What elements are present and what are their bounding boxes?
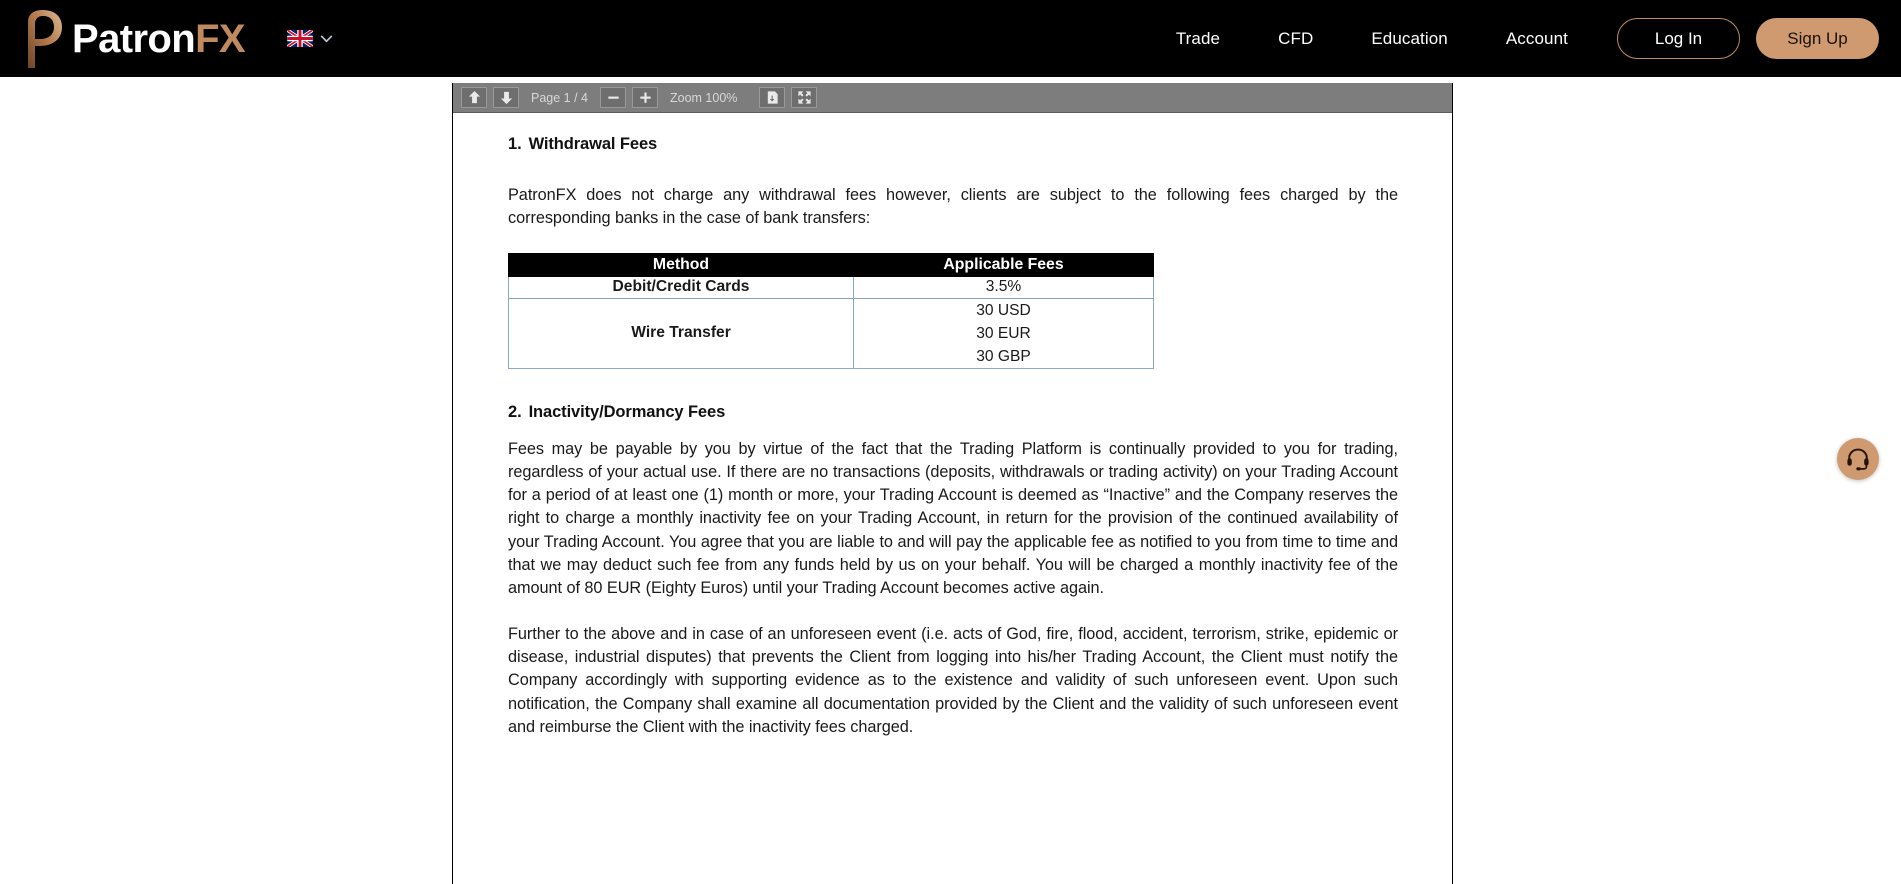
patronfx-p-logo-icon	[18, 8, 64, 70]
page-indicator: Page 1 / 4	[531, 90, 588, 105]
fullscreen-button[interactable]	[791, 87, 817, 108]
fee-line-gbp: 30 GBP	[976, 347, 1031, 365]
minus-icon	[606, 90, 621, 105]
column-header-method: Method	[509, 253, 854, 276]
zoom-out-button[interactable]	[600, 87, 626, 108]
cell-fee-cards: 3.5%	[854, 276, 1154, 298]
fullscreen-icon	[797, 90, 812, 105]
zoom-in-button[interactable]	[632, 87, 658, 108]
plus-icon	[638, 90, 653, 105]
download-button[interactable]	[759, 87, 785, 108]
main-navigation	[1147, 29, 1597, 49]
support-chat-button[interactable]	[1837, 438, 1879, 480]
prev-page-button[interactable]	[461, 87, 487, 108]
nav-item-cfd[interactable]: CFD	[1278, 28, 1314, 48]
logo-text-primary: Patron	[72, 16, 196, 61]
brand-logo[interactable]	[18, 0, 245, 77]
chevron-down-icon	[320, 35, 333, 43]
pdf-viewer	[452, 83, 1453, 884]
section-1-intro-paragraph: PatronFX does not charge any withdrawal fees however, clients are subject to the following fees charged by the corresponding banks in the case of bank transfers:	[508, 186, 1398, 228]
fee-line-usd: 30 USD	[976, 301, 1031, 319]
signup-button[interactable]: Sign Up	[1756, 18, 1879, 59]
pdf-page-content	[453, 113, 1452, 883]
spacer	[508, 422, 1398, 438]
table-header-row	[509, 253, 1154, 276]
spacer	[508, 601, 1398, 623]
section-1-number: 1.	[508, 135, 522, 153]
spacer	[508, 369, 1398, 403]
column-header-fees: Applicable Fees	[854, 253, 1154, 276]
spacer	[508, 154, 1398, 184]
table-row	[509, 276, 1154, 298]
download-icon	[765, 90, 780, 105]
nav-item-trade[interactable]: Trade	[1175, 28, 1221, 48]
logo-wordmark	[72, 16, 246, 61]
spacer	[508, 231, 1398, 253]
section-2-title: Inactivity/Dormancy Fees	[528, 402, 726, 421]
table-row	[509, 298, 1154, 368]
headset-icon	[1845, 446, 1871, 472]
withdrawal-fees-table	[508, 253, 1154, 369]
nav-item-education[interactable]: Education	[1371, 28, 1448, 48]
section-1-heading	[508, 135, 1398, 154]
section-2-paragraph-2: Further to the above and in case of an unforeseen event (i.e. acts of God, fire, flood, accident, terrorism, strike, epidemic or disease, industrial disputes) that prevents the Client from logging into his/her Trading Account, the Client must notify the Company accordingly with supporting evidence as to the existence and validity of such unforeseen event. Upon such notification, the Company shall examine all documentation provided by the Client and the validity of such unforeseen event and reimburse the Client with the inactivity fees charged.	[508, 624, 1398, 736]
arrow-down-icon	[499, 90, 514, 105]
site-header	[0, 0, 1901, 77]
nav-item-account[interactable]: Account	[1505, 28, 1568, 48]
pdf-toolbar	[453, 83, 1452, 113]
language-selector[interactable]	[287, 30, 333, 47]
uk-flag-icon	[287, 30, 313, 47]
cell-fee-wire	[854, 298, 1154, 368]
next-page-button[interactable]	[493, 87, 519, 108]
fee-line-eur: 30 EUR	[976, 324, 1031, 342]
zoom-indicator: Zoom 100%	[670, 90, 738, 105]
section-1-title: Withdrawal Fees	[528, 135, 658, 153]
arrow-up-icon	[467, 90, 482, 105]
section-2-paragraph-1: Fees may be payable by you by virtue of the fact that the Trading Platform is continually provided to you for trading, regardless of your actual use. If there are no transactions (deposits, withdrawals or trading activity) on your Trading Account for a period of at least one (1) month or more, your Trading Account is deemed as “Inactive” and the Company reserves the right to charge a monthly inactivity fee on your Trading Account, in return for the provision of the continued availability of your Trading Account. You agree that you are liable to and will pay the applicable fee as notified to you from time to time and that we may deduct such fee from any funds held by us on your behalf. You will be charged a monthly inactivity fee of the amount of 80 EUR (Eighty Euros) until your Trading Account becomes active again.	[508, 439, 1398, 598]
logo-text-accent: FX	[195, 16, 246, 61]
cell-method-cards: Debit/Credit Cards	[509, 276, 854, 298]
section-2-heading	[508, 403, 1398, 422]
section-2-number: 2.	[508, 402, 522, 421]
cell-method-wire: Wire Transfer	[509, 298, 854, 368]
login-button[interactable]: Log In	[1617, 18, 1740, 59]
